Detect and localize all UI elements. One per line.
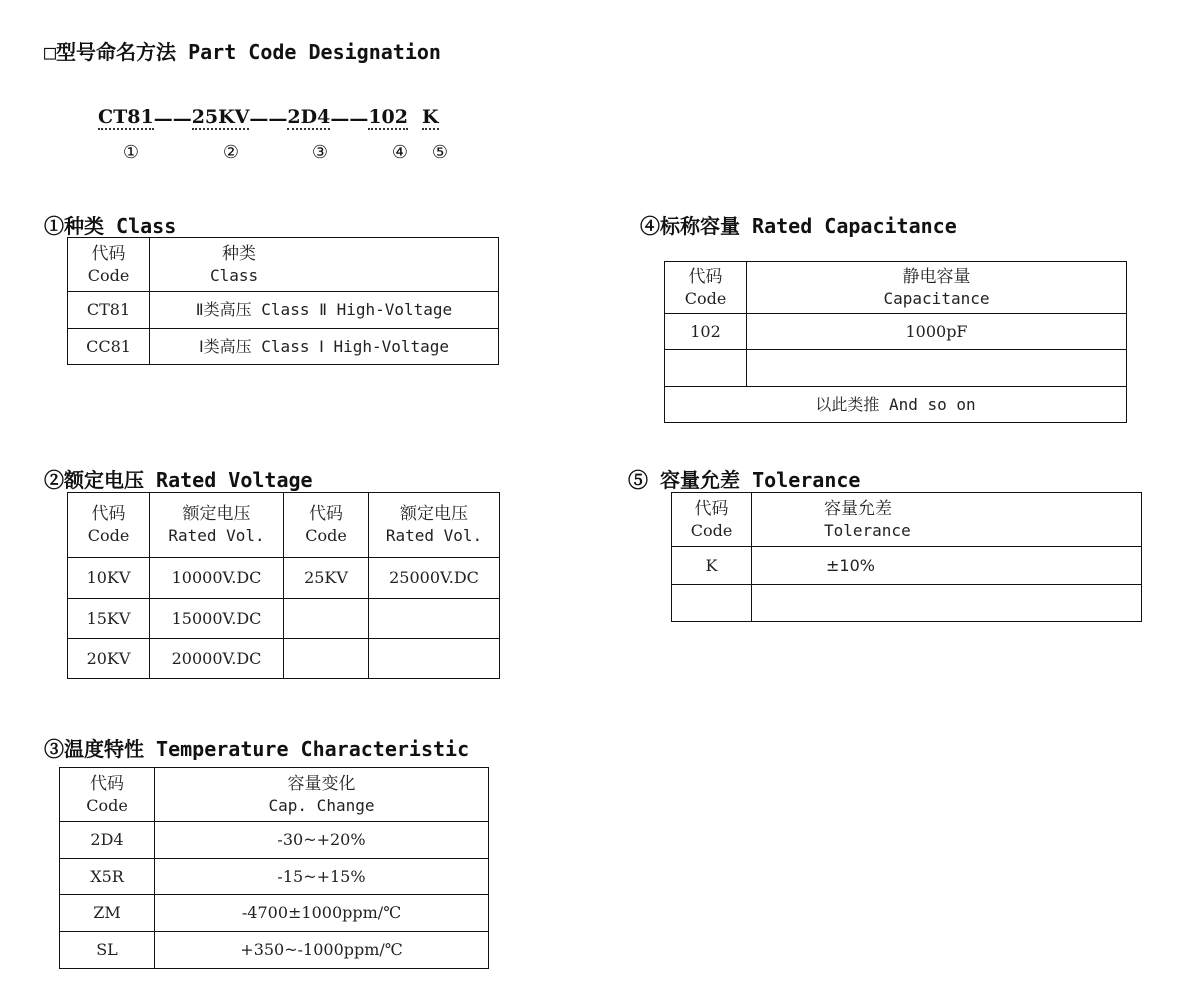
voltage-table: [67, 492, 500, 679]
tolerance-section-title: ⑤ 容量允差 Tolerance: [628, 468, 861, 492]
header-code: 代码 Code: [672, 493, 752, 547]
cell-cap-change: -30~+20%: [155, 822, 489, 859]
marker-4: ④: [391, 142, 409, 163]
cell-voltage: 10000V.DC: [150, 558, 284, 599]
marker-1: ①: [122, 142, 140, 163]
cell-voltage: [369, 639, 500, 679]
tolerance-table: [671, 492, 1142, 622]
cell-cap-change: -15~+15%: [155, 859, 489, 895]
cell-code: X5R: [60, 859, 155, 895]
header-rated-vol: 额定电压 Rated Vol.: [150, 493, 284, 558]
table-header-row: [665, 262, 1127, 314]
marker-2: ②: [222, 142, 240, 163]
cell-code: 2D4: [60, 822, 155, 859]
cell-code: [665, 350, 747, 387]
page-title: □型号命名方法 Part Code Designation: [44, 40, 441, 64]
header-rated-vol: 额定电压 Rated Vol.: [369, 493, 500, 558]
cell-code: 102: [665, 314, 747, 350]
table-row: [68, 329, 499, 365]
cell-cap-change: +350~-1000ppm/℃: [155, 932, 489, 969]
temp-table: [59, 767, 489, 969]
cell-class: Ⅰ类高压 Class Ⅰ High-Voltage: [150, 329, 499, 365]
table-row: [68, 558, 500, 599]
part-code-line: [98, 106, 439, 130]
part-code-capacitance: 102: [368, 106, 408, 128]
class-table: [67, 237, 499, 365]
cell-code: [284, 639, 369, 679]
cell-code: 20KV: [68, 639, 150, 679]
cell-class: Ⅱ类高压 Class Ⅱ High-Voltage: [150, 292, 499, 329]
table-row: [672, 585, 1142, 622]
cell-voltage: 15000V.DC: [150, 599, 284, 639]
cell-code: 10KV: [68, 558, 150, 599]
cell-capacitance: [747, 350, 1127, 387]
cell-code: CC81: [68, 329, 150, 365]
part-code-voltage: 25KV: [191, 106, 250, 128]
table-row: [68, 292, 499, 329]
header-class: 种类 Class: [150, 238, 499, 292]
cell-voltage: [369, 599, 500, 639]
part-code-class: CT81: [98, 106, 154, 128]
cell-code: [284, 599, 369, 639]
part-code-tolerance: K: [422, 106, 439, 128]
header-cap-change: 容量变化 Cap. Change: [155, 768, 489, 822]
marker-3: ③: [311, 142, 329, 163]
cell-voltage: 25000V.DC: [369, 558, 500, 599]
cell-code: K: [672, 547, 752, 585]
table-header-row: [68, 238, 499, 292]
cell-code: SL: [60, 932, 155, 969]
part-code-dash: ——: [153, 108, 192, 130]
cell-code: [672, 585, 752, 622]
cell-cap-change: -4700±1000ppm/℃: [155, 895, 489, 932]
header-capacitance: 静电容量 Capacitance: [747, 262, 1127, 314]
table-footer-row: [665, 387, 1127, 423]
cell-code: CT81: [68, 292, 150, 329]
header-code: 代码 Code: [68, 493, 150, 558]
part-code-dash: ——: [249, 108, 288, 130]
table-header-row: [68, 493, 500, 558]
cell-code: ZM: [60, 895, 155, 932]
cell-tolerance: ±10%: [752, 547, 1142, 585]
cell-capacitance: 1000pF: [747, 314, 1127, 350]
cell-code: 15KV: [68, 599, 150, 639]
table-row: [60, 895, 489, 932]
table-row: [60, 822, 489, 859]
part-code-dash: ——: [330, 108, 369, 130]
voltage-section-title: ②额定电压 Rated Voltage: [44, 468, 313, 492]
cell-code: 25KV: [284, 558, 369, 599]
table-row: [665, 314, 1127, 350]
table-row: [672, 547, 1142, 585]
cell-and-so-on: 以此类推 And so on: [665, 387, 1127, 423]
temp-section-title: ③温度特性 Temperature Characteristic: [44, 737, 470, 761]
part-code-temp: 2D4: [287, 106, 331, 128]
header-code: 代码 Code: [284, 493, 369, 558]
capacitance-table: [664, 261, 1127, 423]
cell-voltage: 20000V.DC: [150, 639, 284, 679]
cell-tolerance: [752, 585, 1142, 622]
table-row: [68, 599, 500, 639]
table-row: [665, 350, 1127, 387]
header-code: 代码 Code: [68, 238, 150, 292]
table-row: [68, 639, 500, 679]
header-tolerance: 容量允差 Tolerance: [752, 493, 1142, 547]
header-code: 代码 Code: [60, 768, 155, 822]
capacitance-section-title: ④标称容量 Rated Capacitance: [640, 214, 957, 238]
table-row: [60, 932, 489, 969]
class-section-title: ①种类 Class: [44, 214, 177, 238]
marker-5: ⑤: [431, 142, 449, 163]
table-row: [60, 859, 489, 895]
table-header-row: [60, 768, 489, 822]
table-header-row: [672, 493, 1142, 547]
header-code: 代码 Code: [665, 262, 747, 314]
